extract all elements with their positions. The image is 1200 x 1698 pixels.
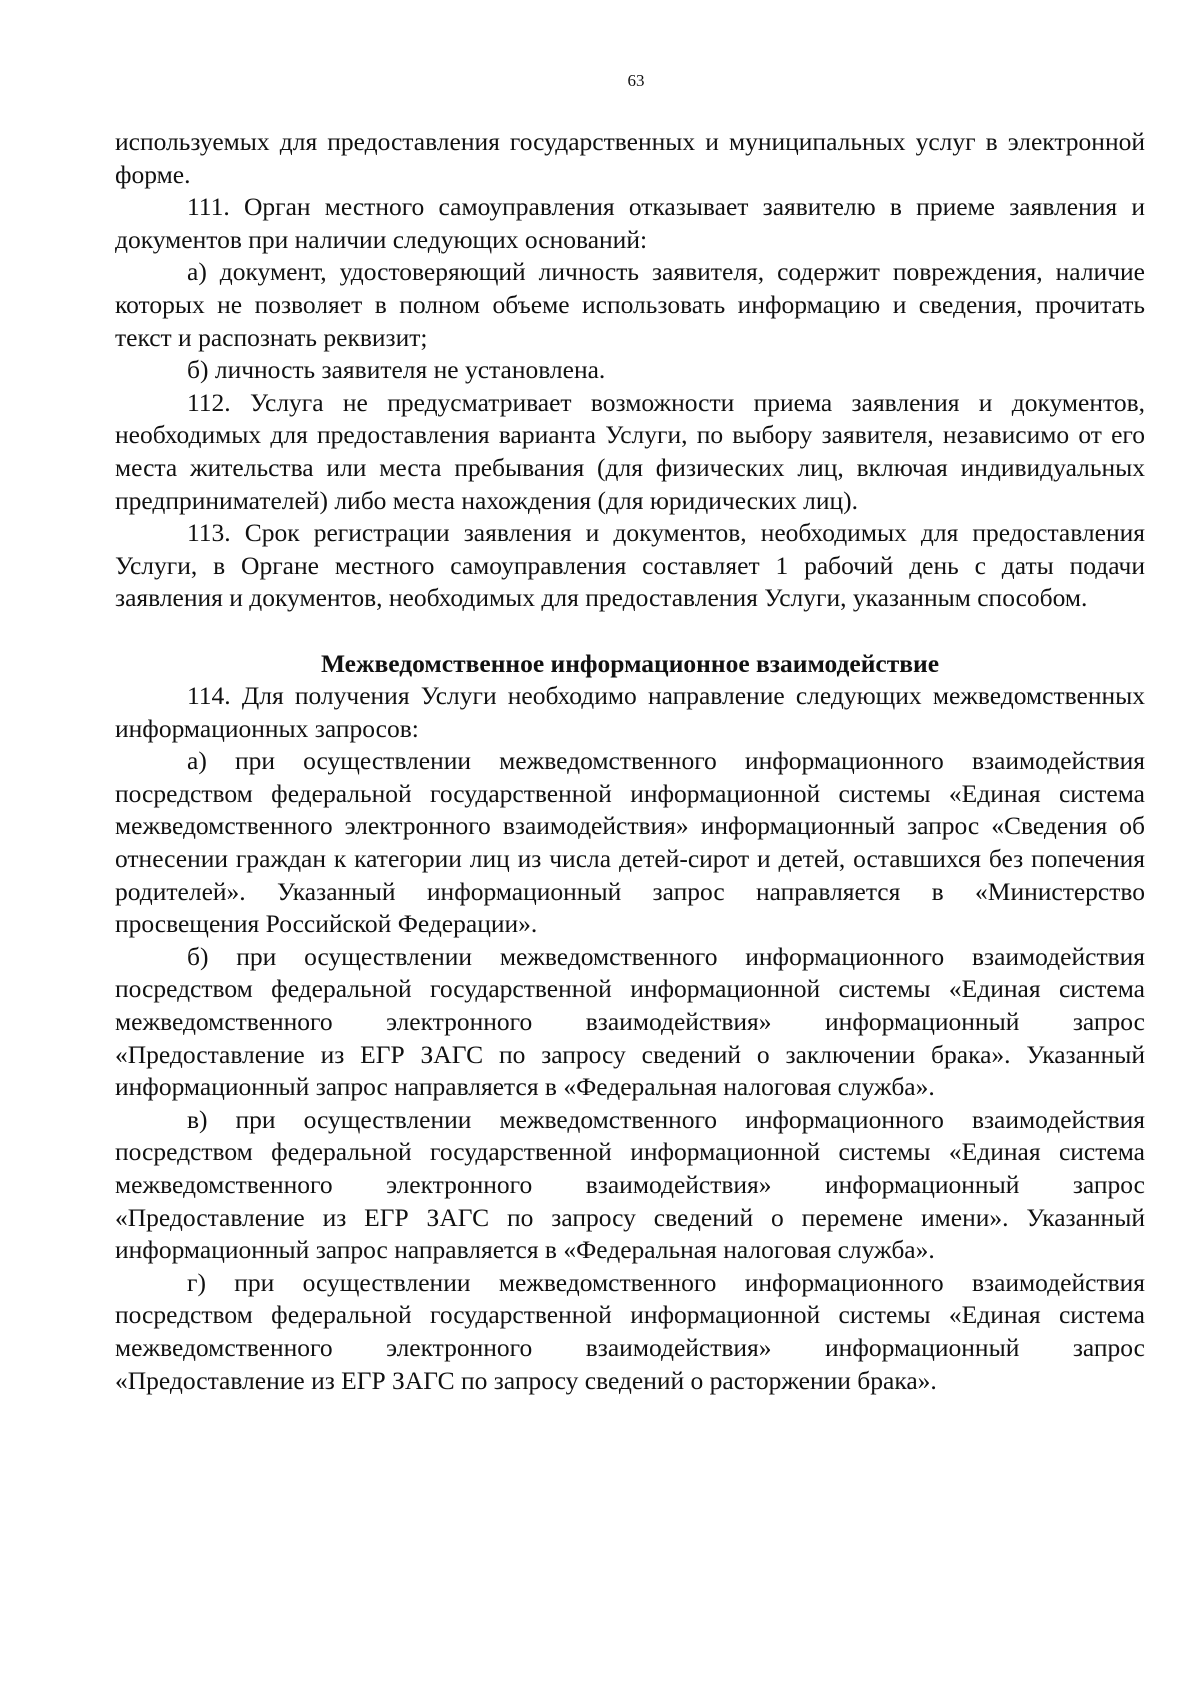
paragraph-113: 113. Срок регистрации заявления и документов, необходимых для предоставления Услуги, в Органе местного самоуправления составляет 1 рабочий день с даты подачи заявления и документов, необходимых для предоставления Услуги, указанным способом. bbox=[115, 518, 1145, 613]
paragraph-continuation: используемых для предоставления государственных и муниципальных услуг в электронной форме. bbox=[115, 127, 1145, 189]
paragraph-111-b: б) личность заявителя не установлена. bbox=[187, 355, 606, 385]
paragraph-114: 114. Для получения Услуги необходимо направление следующих межведомственных информационных запросов: bbox=[115, 681, 1145, 743]
paragraph-114-a: а) при осуществлении межведомственного информационного взаимодействия посредством федеральной государственной информационной системы «Единая система межведомственного электронного взаимодействия» информационный запрос «Сведения об отнесении граждан к категории лиц из числа детей-сирот и детей, оставшихся без попечения родителей». Указанный информационный запрос направляется в «Министерство просвещения Российской Федерации». bbox=[115, 746, 1145, 939]
paragraph-111-a: а) документ, удостоверяющий личность заявителя, содержит повреждения, наличие которых не позволяет в полном объеме использовать информацию и сведения, прочитать текст и распознать реквизит; bbox=[115, 257, 1145, 352]
paragraph-114-v: в) при осуществлении межведомственного информационного взаимодействия посредством федеральной государственной информационной системы «Единая система межведомственного электронного взаимодействия» информационный запрос «Предоставление из ЕГР ЗАГС по запросу сведений о перемене имени». Указанный информационный запрос направляется в «Федеральная налоговая служба». bbox=[115, 1104, 1145, 1265]
document-body bbox=[115, 126, 1145, 1397]
paragraph-114-g: г) при осуществлении межведомственного информационного взаимодействия посредством федеральной государственной информационной системы «Единая система межведомственного электронного взаимодействия» информационный запрос «Предоставление из ЕГР ЗАГС по запросу сведений о расторжении брака». bbox=[115, 1267, 1145, 1395]
paragraph-114-b: б) при осуществлении межведомственного информационного взаимодействия посредством федеральной государственной информационной системы «Единая система межведомственного электронного взаимодействия» информационный запрос «Предоставление из ЕГР ЗАГС по запросу сведений о заключении брака». Указанный информационный запрос направляется в «Федеральная налоговая служба». bbox=[115, 941, 1145, 1102]
section-heading: Межведомственное информационное взаимодействие bbox=[320, 648, 940, 678]
page-number: 63 bbox=[627, 71, 645, 90]
paragraph-112: 112. Услуга не предусматривает возможности приема заявления и документов, необходимых для предоставления варианта Услуги, по выбору заявителя, независимо от его места жительства или места пребывания (для физических лиц, включая индивидуальных предпринимателей) либо места нахождения (для юридических лиц). bbox=[115, 387, 1145, 515]
paragraph-111: 111. Орган местного самоуправления отказывает заявителю в приеме заявления и документов при наличии следующих оснований: bbox=[115, 192, 1145, 254]
